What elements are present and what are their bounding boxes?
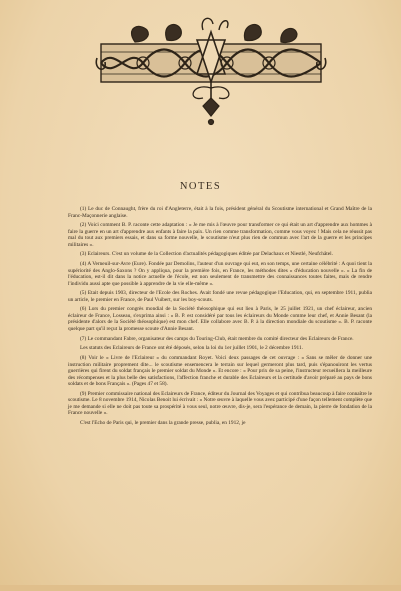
note-7: (7) Le commandant Fabre, organisateur des camps du Touring-Club, était membre du comité directeur des Eclaireurs de France. xyxy=(80,335,354,342)
note-7-continued: Les statuts des Eclaireurs de France ont été déposés, selon la loi du 1er juillet 1901, le 2 décembre 1911. xyxy=(80,345,303,352)
page-title: NOTES xyxy=(179,181,222,192)
note-9-continued: C'est l'Echo de Paris qui, le premier dans la grande presse, publia, en 1912, je xyxy=(80,419,246,426)
page-bottom-edge xyxy=(0,585,401,591)
note-6: (6) Lors du premier congrès mondial de la Société théosophique qui eut lieu à Paris, le 25 juillet 1921, un chef éclaireur, ancien éclaireur de France, Losseau, s'exprima ainsi : « B. P. est considéré par tous les éclaireurs du Monde comme leur chef, et Annie Besant (la présidente d'alors de la Société théosophique) est mon chef. Elle collabore avec B. P. à la direction mondiale du scoutisme ». B. P. raconte quelque part qu'il reçut la promesse scoute d'Annie Besant. xyxy=(68,306,372,332)
note-2: (2) Voici comment B. P. raconte cette adaptation : « Je me mis à l'œuvre pour transformer ce qui était un art d'apprendre aux hommes à faire la guerre en un art d'apprendre aux enfants à faire la paix. Un rien comme transformation, comme vous voyez ! Mais cela ne réussit pas mal du tout aux premiers essais, et dans sa forme nouvelle, le scoutisme n'eut plus rien de commun avec l'art de la guerre et les principes militaires ». xyxy=(68,222,372,248)
note-3: (3) Eclaireurs. C'est un volume de la Collection d'actualités pédagogiques éditée par Delachaux et Niestlé, Neufchâtel. xyxy=(80,251,333,258)
notes-body xyxy=(68,206,372,430)
ornamental-header-icon xyxy=(95,12,327,140)
note-9: (9) Premier commissaire national des Eclaireurs de France, éditeur du Journal des Voyages et qui contribua beaucoup à faire connaître le scoutisme. Le 8 novembre 1914, Nicolas Benoit lui écrivait : « Notre œuvre à laquelle vous avez participé d'une façon tellement complète que je me demande si elle ne doit pas toute sa prospérité à vous seul, notre œuvre, dis-je, sera l'espérance de demain, la pierre de fondation de la France nouvelle ». xyxy=(68,390,372,417)
note-1: (1) Le duc de Connaught, frère du roi d'Angleterre, était à la fois, président général du Scoutisme international et Grand Maître de la Franc-Maçonnerie anglaise. xyxy=(68,206,372,219)
note-5: (5) Etait depuis 1903, directeur de l'Ecole des Roches. Avait fondé une revue pédagogique l'Education, qui, en septembre 1911, publia un article, le premier en France, de Paul Vuibert, sur les boy-scouts. xyxy=(68,290,372,303)
note-8: (8) Voir le « Livre de l'Eclaireur » du commandant Royet. Voici deux passages de cet ouvrage : « Sans se mêler de donner une instruction militaire proprement dite... le scoutisme ensemencera le terrain sur lequel germeront plus tard, puis s'épanouiront les vertus guerrières qui firent du soldat français le premier soldat du Monde ». Et encore : « Pour prix de sa peine, l'instructeur recueillera la meilleure des récompenses et la plus belle des satisfactions, l'affection franche et durable des Eclaireurs et la certitude d'avoir préparé au pays de bons soldats et de bons Français ». (Pages 47 et 58). xyxy=(68,355,372,387)
note-4: (4) A Verneuil-sur-Avre (Eure). Fondée par Demolins, l'auteur d'un ouvrage qui eut, en son temps, une certaine célébrité : A quoi tient la supériorité des Anglo-Saxons ? On y appliqua, pour la première fois, en France, les méthodes dites « d'éducation nouvelle ». « La fin de l'éducation, est-il dit dans la notice actuelle de l'école, est non seulement de transmettre des connaissances toutes faites, mais de rendre l'individu aussi apte que possible à apprendre de la vie elle-même ». xyxy=(68,261,372,287)
